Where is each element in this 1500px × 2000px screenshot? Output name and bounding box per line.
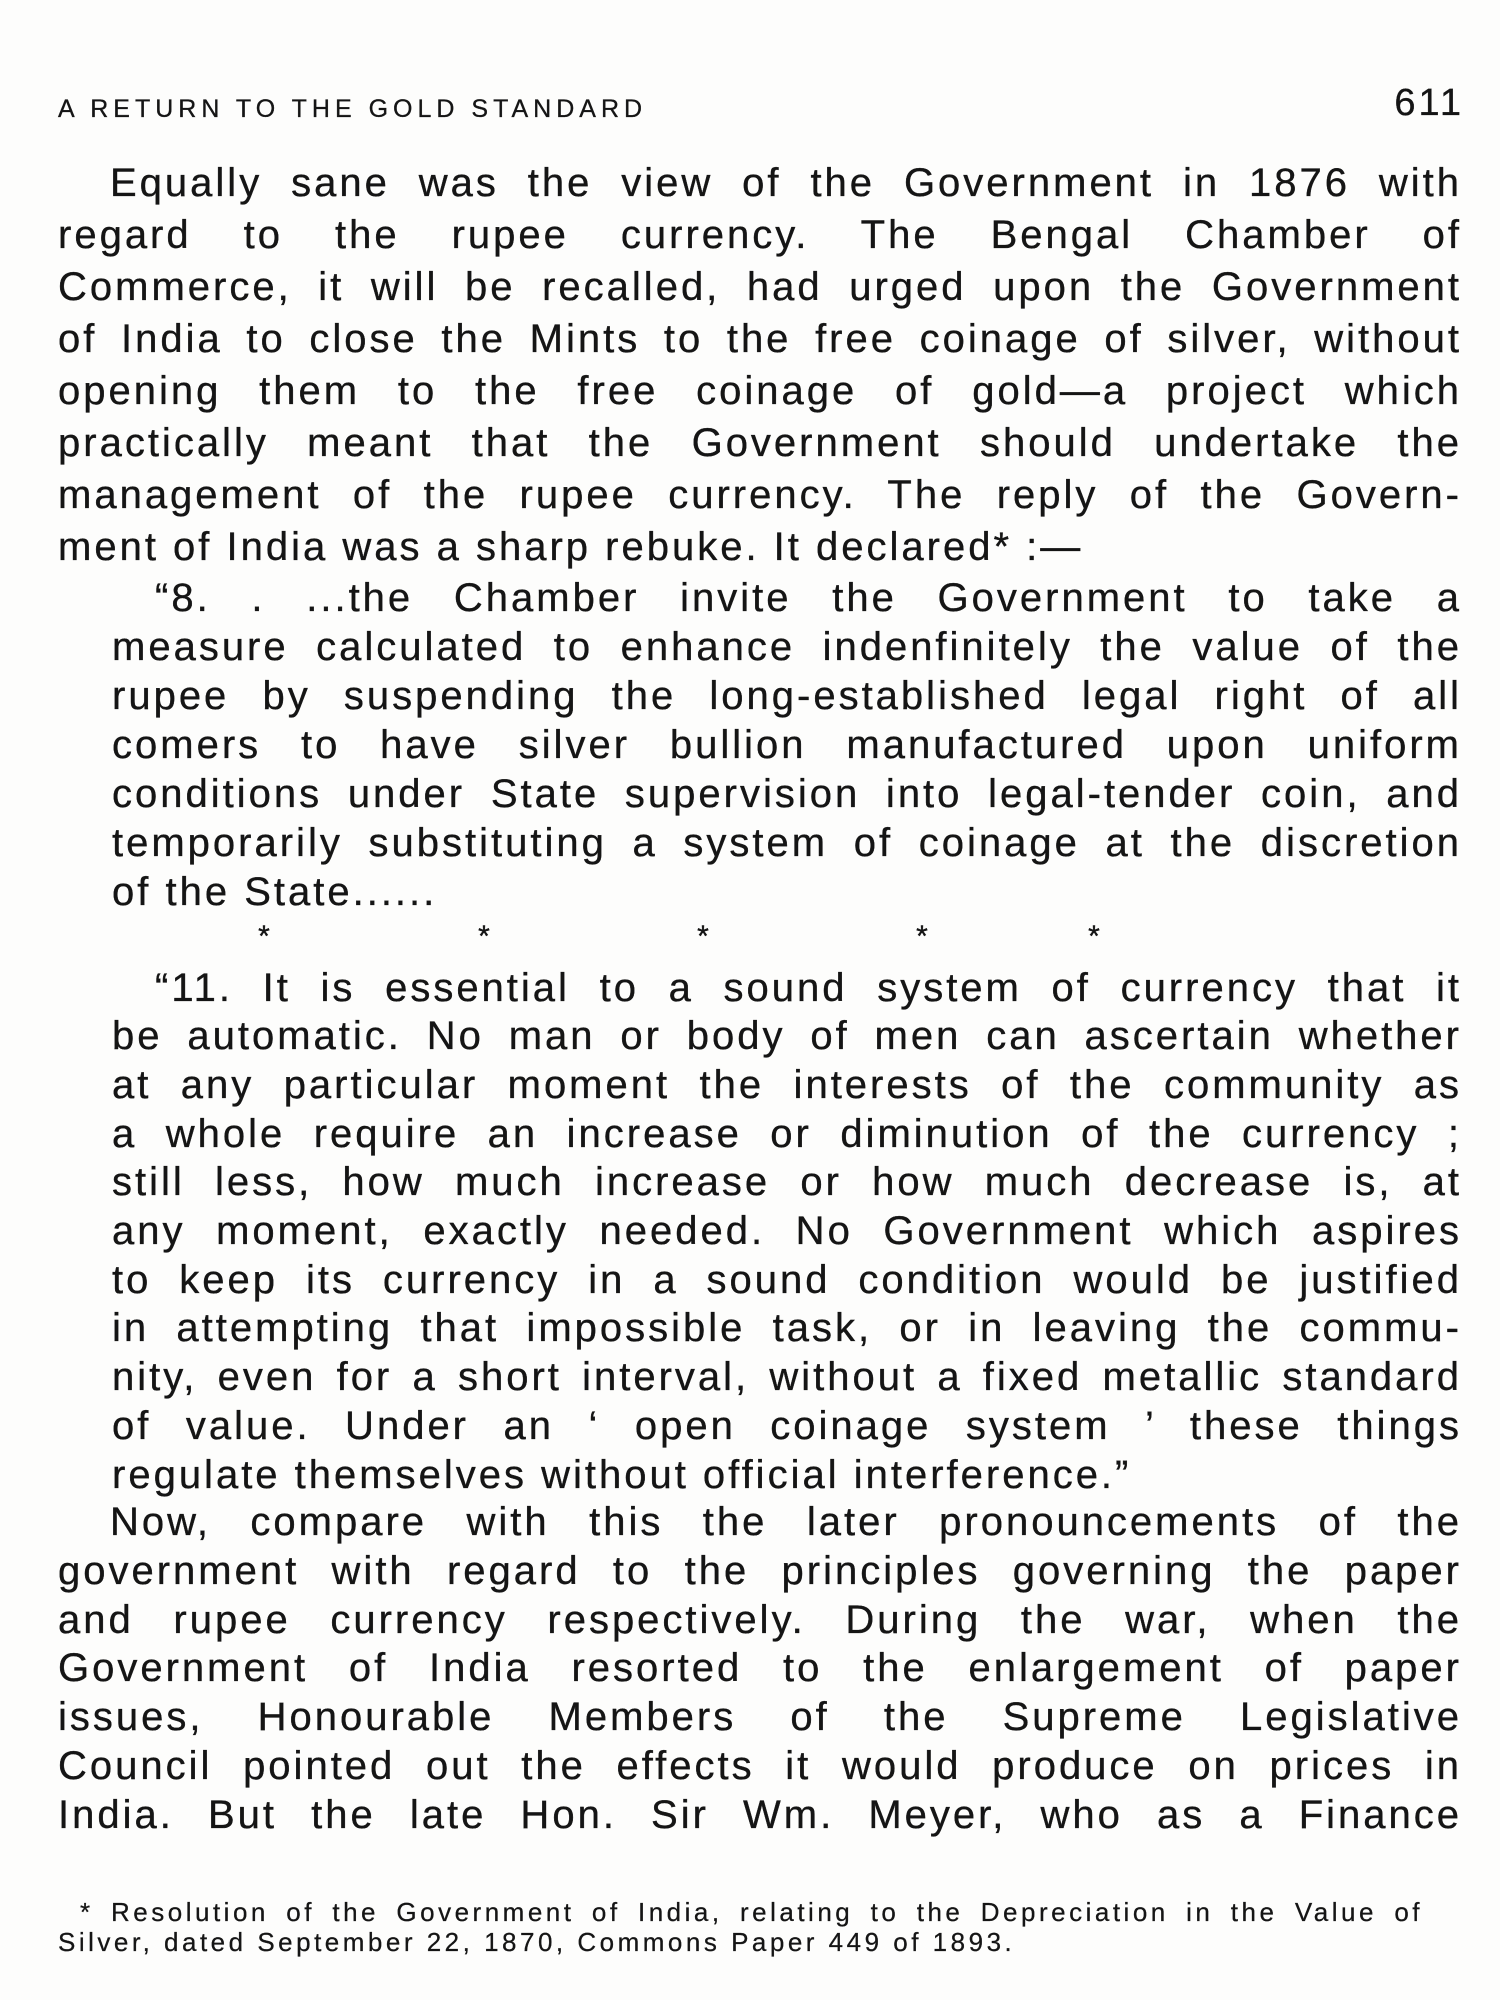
quote-1-line: “8. . ...the Chamber invite the Government to take a xyxy=(155,576,1462,620)
quote-2-line: a whole require an increase or diminution of the currency ; xyxy=(112,1111,1462,1156)
paragraph-2-line: issues, Honourable Members of the Supreme Legislative xyxy=(58,1695,1462,1740)
quote-2-line: still less, how much increase or how much decrease is, at xyxy=(112,1160,1462,1205)
quote-2-line: be automatic. No man or body of men can ascertain whether xyxy=(112,1014,1462,1059)
paragraph-1-line: ment of India was a sharp rebuke. It declared* :— xyxy=(58,525,1084,569)
quote-1-line: measure calculated to enhance indenfinitely the value of the xyxy=(112,625,1462,669)
quote-2-line: regulate themselves without official interference.” xyxy=(112,1452,1132,1497)
paragraph-1-line: opening them to the free coinage of gold—a project which xyxy=(58,369,1462,413)
footnote-line: * Resolution of the Government of India, relating to the Depreciation in the Value of xyxy=(80,1897,1423,1927)
paragraph-1 xyxy=(58,157,1462,573)
quote-2-line: any moment, exactly needed. No Government which aspires xyxy=(112,1209,1462,1254)
section-break-asterisk: * xyxy=(478,920,490,953)
paragraph-1-line: regard to the rupee currency. The Bengal Chamber of xyxy=(58,213,1462,257)
paragraph-1-line: practically meant that the Government should undertake the xyxy=(58,421,1462,465)
paragraph-2-line: Council pointed out the effects it would produce on prices in xyxy=(58,1743,1462,1788)
quote-1-line: rupee by suspending the long-established legal right of all xyxy=(112,674,1462,718)
paragraph-2-line: and rupee currency respectively. During the war, when the xyxy=(58,1597,1462,1642)
paragraph-2-line: India. But the late Hon. Sir Wm. Meyer, who as a Finance xyxy=(58,1792,1462,1837)
paragraph-2-line: Now, compare with this the later pronouncements of the xyxy=(110,1500,1462,1544)
paragraph-2 xyxy=(58,1498,1462,1840)
quote-1-line: comers to have silver bullion manufactured upon uniform xyxy=(112,723,1462,767)
quote-2-line: to keep its currency in a sound condition would be justified xyxy=(112,1257,1462,1302)
quote-2-line: at any particular moment the interests of the community as xyxy=(112,1062,1462,1107)
page-number: 611 xyxy=(1394,82,1464,124)
quote-2-line: of value. Under an ‘ open coinage system ’ these things xyxy=(112,1403,1462,1448)
quote-1-line: of the State...... xyxy=(112,870,438,914)
section-break-asterisk: * xyxy=(916,920,928,953)
paragraph-2-line: government with regard to the principles governing the paper xyxy=(58,1548,1462,1593)
paragraph-1-line: Equally sane was the view of the Government in 1876 with xyxy=(110,161,1462,205)
quote-1-line: conditions under State supervision into legal-tender coin, and xyxy=(112,772,1462,816)
block-quote-2 xyxy=(112,964,1462,1500)
paragraph-1-line: of India to close the Mints to the free coinage of silver, without xyxy=(58,317,1462,361)
quote-2-line: “11. It is essential to a sound system of currency that it xyxy=(155,965,1462,1010)
paragraph-1-line: Commerce, it will be recalled, had urged upon the Government xyxy=(58,265,1462,309)
section-break-asterisk: * xyxy=(1088,920,1100,953)
footnote xyxy=(58,1897,1423,1957)
quote-1-line: temporarily substituting a system of coinage at the discretion xyxy=(112,821,1462,865)
section-break-asterisk: * xyxy=(258,920,270,953)
quote-2-line: nity, even for a short interval, without a fixed metallic standard xyxy=(112,1355,1462,1400)
paragraph-1-line: management of the rupee currency. The reply of the Govern- xyxy=(58,473,1462,517)
footnote-line: Silver, dated September 22, 1870, Commons Paper 449 of 1893. xyxy=(58,1927,1016,1957)
paragraph-2-line: Government of India resorted to the enlargement of paper xyxy=(58,1646,1462,1691)
section-break-asterisk: * xyxy=(697,920,709,953)
running-head-title: A RETURN TO THE GOLD STANDARD xyxy=(58,95,648,123)
quote-2-line: in attempting that impossible task, or in leaving the commu- xyxy=(112,1306,1462,1351)
block-quote-1 xyxy=(112,574,1462,917)
